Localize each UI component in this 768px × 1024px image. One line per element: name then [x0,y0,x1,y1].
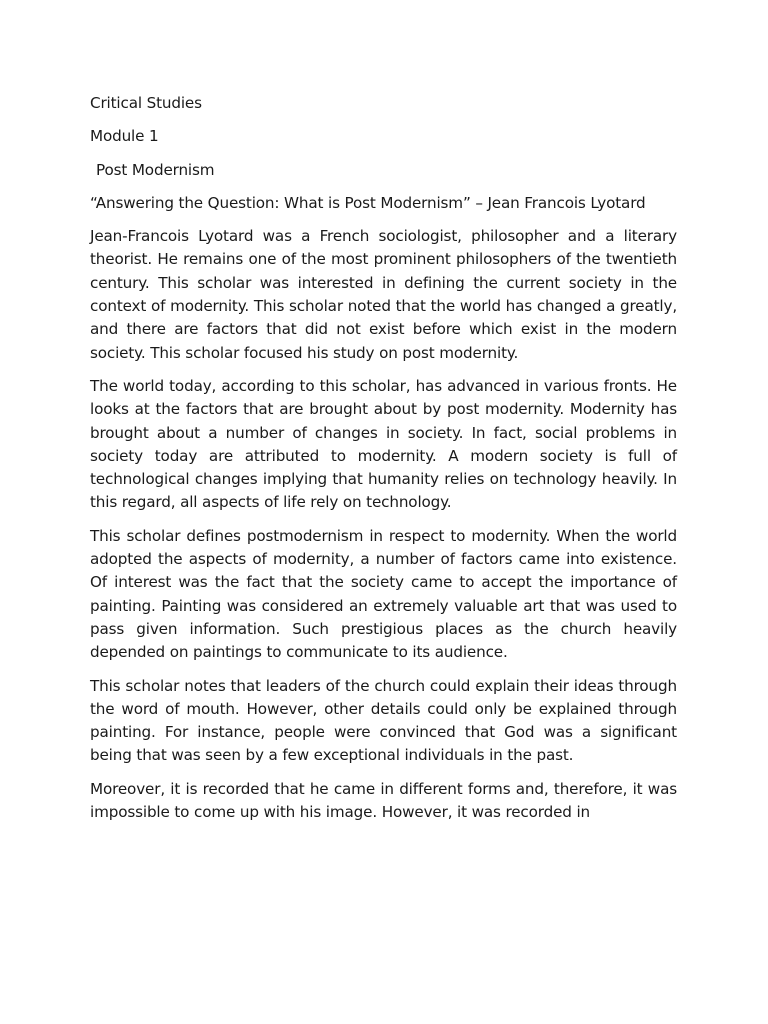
course-heading: Critical Studies [90,94,202,112]
paragraph-5: Moreover, it is recorded that he came in different forms and, therefore, it was impossible to come up with his image. However, it was recorded in [90,779,677,822]
paragraph-3: This scholar defines postmodernism in respect to modernity. When the world adopted the aspects of modernity, a number of factors came into existence. Of interest was the fact that the society came to accept the importance of painting. Painting was considered an extremely valuable art that was used to pass given information. Such prestigious places as the church heavily depended on paintings to communicate to its audience. [90,526,677,662]
paragraph-2: The world today, according to this scholar, has advanced in various fronts. He looks at the factors that are brought about by post modernity. Modernity has brought about a number of changes in society. In fact, social problems in society today are attributed to modernity. A modern society is full of technological changes implying that humanity relies on technology heavily. In this regard, all aspects of life rely on technology. [90,376,677,512]
document-body [90,92,677,834]
essay-title: “Answering the Question: What is Post Modernism” – Jean Francois Lyotard [90,193,646,212]
paragraph-1: Jean-Francois Lyotard was a French sociologist, philosopher and a literary theorist. He remains one of the most prominent philosophers of the twentieth century. This scholar was interested in defining the current society in the context of modernity. This scholar noted that the world has changed a greatly, and there are factors that did not exist before which exist in the modern society. This scholar focused his study on post modernity. [90,227,677,362]
module-heading: Module 1 [90,127,159,146]
topic-heading: Post Modernism [96,160,215,179]
paragraph-4: This scholar notes that leaders of the church could explain their ideas through the word of mouth. However, other details could only be explained through painting. For instance, people were convinced that God was a significant being that was seen by a few exceptional individuals in the past. [90,676,677,765]
